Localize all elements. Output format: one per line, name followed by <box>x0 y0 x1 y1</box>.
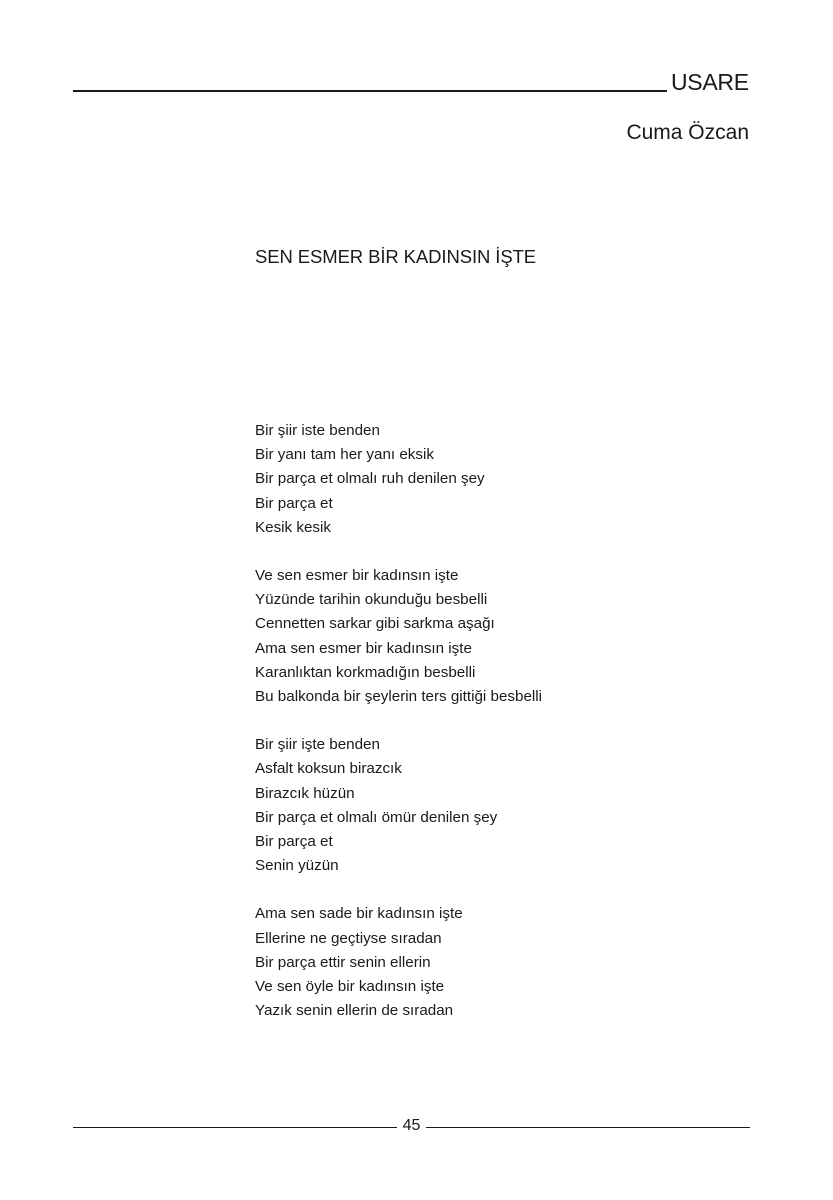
poem-line: Karanlıktan korkmadığın besbelli <box>255 663 476 681</box>
poem-title: SEN ESMER BİR KADINSIN İŞTE <box>255 246 537 267</box>
stanza <box>255 902 705 1023</box>
journal-name: USARE <box>671 69 749 95</box>
poem-line: Ellerine ne geçtiyse sıradan <box>255 929 442 947</box>
poem-line: Bir parça et olmalı ruh denilen şey <box>255 470 485 488</box>
stanza <box>255 419 705 540</box>
poem-line: Bir şiir iste benden <box>255 422 380 439</box>
stanza <box>255 564 705 709</box>
poem-line: Ve sen öyle bir kadınsın işte <box>255 978 445 996</box>
poem-line: Ve sen esmer bir kadınsın işte <box>255 567 459 585</box>
poem-line: Senin yüzün <box>255 857 339 875</box>
poem-line: Bir parça et <box>255 833 333 851</box>
poem-line: Bu balkonda bir şeylerin ters gittiği besbelli <box>255 688 543 706</box>
poem-line: Bir şiir işte benden <box>255 736 380 754</box>
poem-line: Cennetten sarkar gibi sarkma aşağı <box>255 615 495 633</box>
poem-line: Kesik kesik <box>255 518 331 536</box>
poem-line: Birazcık hüzün <box>255 784 355 802</box>
poem-line: Asfalt koksun birazcık <box>255 760 402 778</box>
stanza <box>255 733 705 878</box>
header-rule <box>73 90 667 92</box>
poem-line: Bir parça et <box>255 494 333 512</box>
poem-body <box>255 419 705 1047</box>
poem-line: Bir yanı tam her yanı eksik <box>255 446 434 464</box>
poem-line: Yüzünde tarihin okunduğu besbelli <box>255 591 488 609</box>
poem-line: Ama sen sade bir kadınsın işte <box>255 905 463 923</box>
poem-line: Bir parça ettir senin ellerin <box>255 953 431 971</box>
page-number: 45 <box>402 1117 421 1134</box>
author-name: Cuma Özcan <box>626 121 749 144</box>
poem-line: Bir parça et olmalı ömür denilen şey <box>255 808 498 826</box>
footer-rule-left <box>73 1127 397 1128</box>
poem-line: Yazık senin ellerin de sıradan <box>255 1002 454 1020</box>
poem-line: Ama sen esmer bir kadınsın işte <box>255 639 472 657</box>
footer-rule-right <box>426 1127 750 1128</box>
